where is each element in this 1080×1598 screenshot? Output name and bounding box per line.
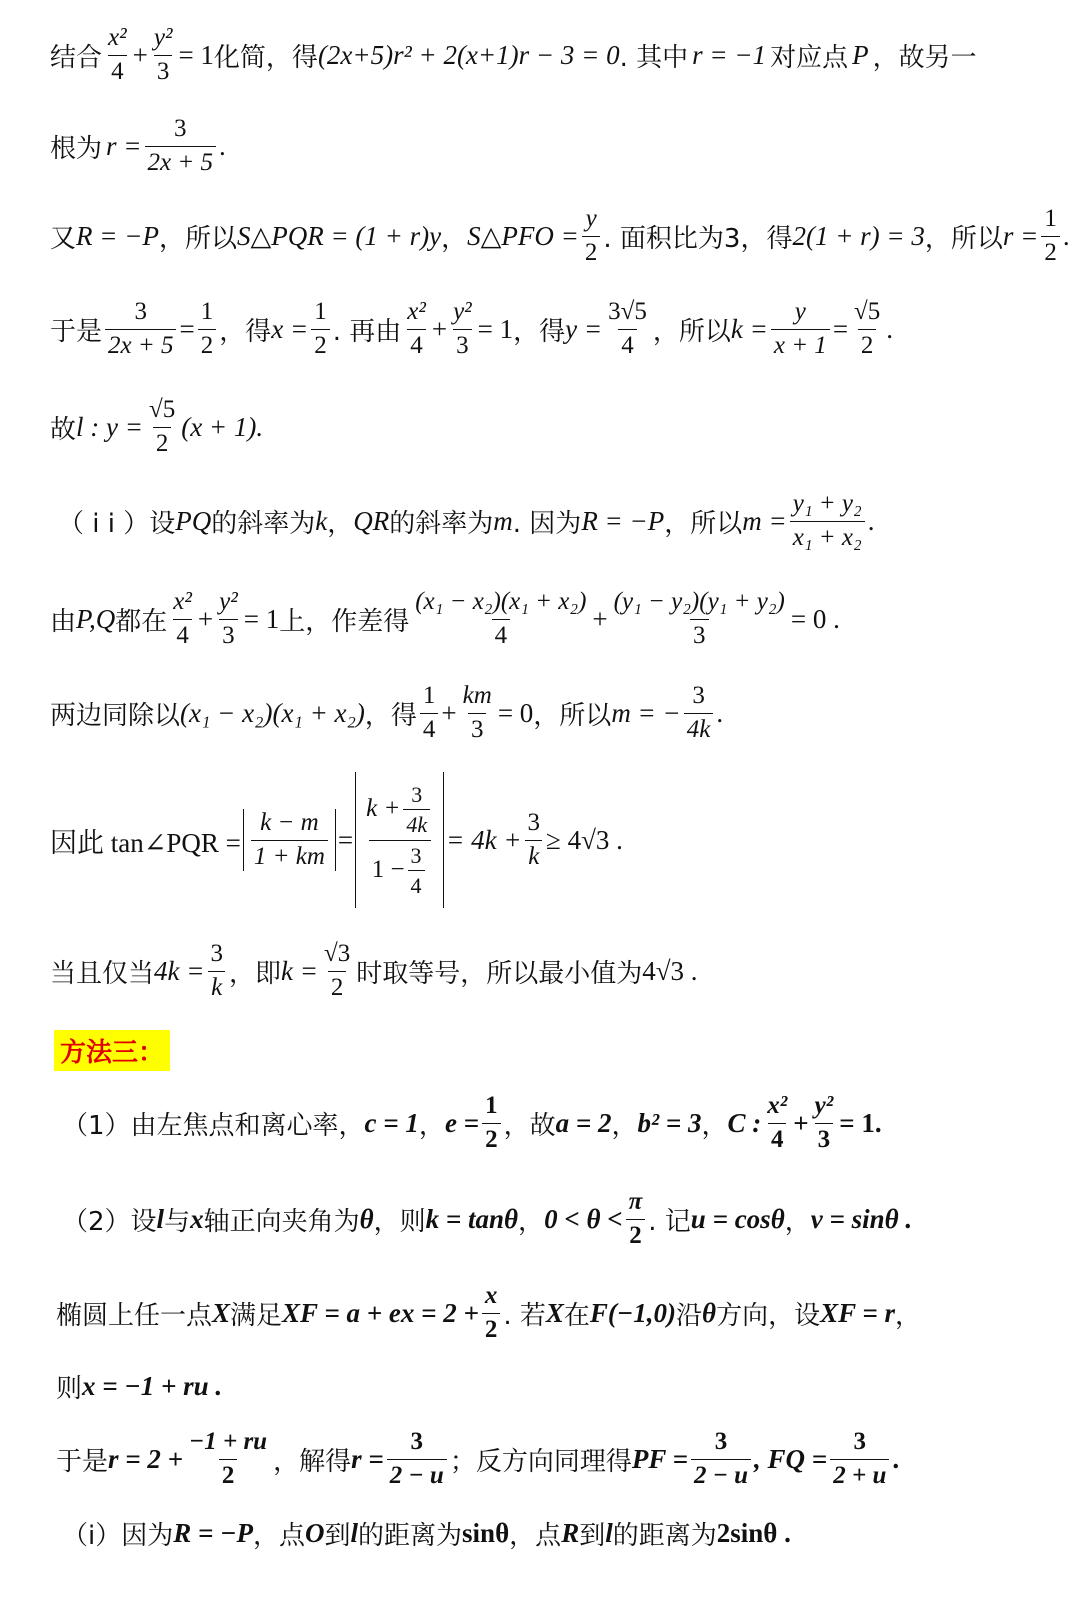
math: r = [106, 130, 142, 161]
math: m [493, 505, 513, 536]
text: 对应点 [770, 42, 849, 73]
text: 到 [324, 1521, 351, 1551]
text: 的斜率为 [211, 508, 316, 539]
text: 于是 [56, 1446, 109, 1477]
text: ，得 [513, 316, 566, 347]
math: l [350, 1518, 359, 1548]
absolute-value: $\frac{k - m}{1 + km}$ [243, 809, 336, 872]
math: + [431, 313, 448, 344]
equation: (2x+5)r² + 2(x+1)r − 3 = 0 [317, 39, 620, 70]
line-12 [50, 1188, 1060, 1251]
text: ，故 [503, 1110, 556, 1141]
math: k = tanθ [425, 1203, 519, 1234]
math: x = −1 + ru . [82, 1371, 223, 1401]
text: . 面积比为3，得 [603, 223, 793, 254]
fraction: $\frac{1}{2}$ [482, 1092, 501, 1155]
fraction: $\frac{3}{2 - u}$ [387, 1428, 447, 1491]
math: XF = r [820, 1297, 896, 1328]
fraction: $\frac{\text{y²}}{3}$ [453, 298, 472, 359]
fraction: $\frac{3}{k}$ [525, 809, 544, 872]
text: ， [784, 1206, 811, 1237]
math: k = [281, 955, 318, 986]
math: (x₁ − x₂)(x₁ + x₂) [180, 697, 365, 728]
line-9 [50, 772, 1060, 908]
text: （2）设 [62, 1206, 157, 1237]
line-4 [50, 298, 1060, 361]
text: 结合 [50, 42, 103, 73]
math: PQ [175, 505, 212, 536]
math: a = 2 [555, 1107, 612, 1138]
text: ， [441, 223, 468, 254]
text: 又 [50, 223, 77, 254]
text: ，即 [228, 958, 281, 989]
text: ，点 [252, 1521, 305, 1551]
text: . 因为 [512, 508, 582, 539]
text: . 若 [503, 1300, 546, 1331]
text: 都在 [115, 606, 168, 637]
line-3 [50, 205, 1070, 268]
math: 4√3 . [642, 955, 698, 986]
punct: . [867, 505, 875, 536]
section-heading: 方法三： [54, 1030, 170, 1071]
fraction: $\frac{1}{2}$ [198, 298, 217, 361]
fraction: $\frac{\text{y²}}{3}$ [219, 588, 238, 649]
math: C : [727, 1107, 762, 1138]
text: 故 [50, 414, 77, 445]
line-2 [50, 115, 1060, 178]
math: k [315, 505, 328, 536]
text: ，故另一 [872, 42, 977, 73]
text: ，所以 [533, 700, 612, 731]
fraction: $\frac{√3}{2}$ [323, 940, 351, 1001]
text: ，点 [509, 1521, 562, 1551]
fraction: $\frac{√5}{2}$ [148, 396, 176, 457]
text: ；反方向同理得 [449, 1446, 632, 1477]
math: P [852, 39, 869, 70]
fraction: $\frac{√5}{2}$ [854, 298, 881, 359]
math: = 0 . [790, 603, 840, 634]
absolute-value: k + $\frac{3}{4k}$ 1 − $\frac{3}{4}$ [355, 772, 444, 908]
math: l [156, 1203, 165, 1234]
fraction: $\frac{3}{2 + u}$ [830, 1428, 889, 1491]
text: 当且仅当 [50, 958, 155, 989]
math: r = 2 + [108, 1443, 184, 1474]
method-heading [54, 1030, 1060, 1071]
punct: . [716, 697, 724, 728]
text: . 其中 [619, 42, 689, 73]
math: = 0 [497, 697, 534, 728]
text: 的距离为 [358, 1521, 463, 1551]
math: R = −P [76, 220, 159, 251]
math: θ [702, 1297, 717, 1328]
text: 到 [579, 1521, 606, 1551]
text: ，得 [219, 316, 272, 347]
math: 2(1 + r) = 3 [792, 220, 925, 251]
text: ， [418, 1110, 445, 1141]
text: ， [611, 1110, 638, 1141]
text: ， [518, 1206, 545, 1237]
math: PF = [631, 1443, 688, 1474]
math: e = [444, 1107, 480, 1138]
punct: . [886, 313, 894, 344]
text: . 再由 [332, 316, 402, 347]
fraction: $\frac{\text{y₁ + y₂}}{\text{x₁ + x₂}}$ [790, 490, 865, 553]
text: 在 [563, 1300, 590, 1331]
fraction: $\frac{\text{x²}}{4}$ [108, 24, 127, 85]
math: + [197, 603, 214, 634]
line-11 [50, 1092, 1060, 1155]
math: = 1 [477, 313, 514, 344]
fraction: $\frac{y}{2}$ [582, 205, 601, 268]
line-7 [50, 588, 1060, 651]
fraction: $\frac{3}{4k}$ [684, 682, 714, 745]
math: R [561, 1518, 580, 1548]
text: ，所以 [924, 223, 1003, 254]
line-15 [50, 1428, 1060, 1491]
math: R = −P [173, 1518, 253, 1548]
text: 两边同除以 [50, 700, 181, 731]
text: ，所以 [158, 223, 237, 254]
math: QR [353, 505, 390, 536]
line-8 [50, 682, 1060, 745]
math: X [212, 1297, 231, 1328]
fraction: $\frac{x}{2}$ [482, 1282, 501, 1345]
math: m = [742, 505, 787, 536]
text: ，所以 [664, 508, 743, 539]
math: = [337, 824, 354, 855]
text: 的斜率为 [389, 508, 494, 539]
text: （1）由左焦点和离心率， [62, 1110, 365, 1141]
math: y = [565, 313, 603, 344]
math: , FQ = [754, 1443, 828, 1474]
math: = [832, 313, 849, 344]
punct: . [892, 1443, 900, 1474]
math: X [545, 1297, 564, 1328]
fraction: $\frac{\text{x²}}{4}$ [173, 588, 192, 649]
text: ，解得 [273, 1446, 352, 1477]
text: ，得 [364, 700, 417, 731]
fraction: $\frac{3}{k}$ [207, 940, 226, 1003]
punct: . [218, 130, 226, 161]
fraction: $\frac{3√5}{4}$ [608, 298, 647, 359]
fraction: $\frac{\text{x²}}{4}$ [767, 1092, 788, 1153]
math: x = [271, 313, 309, 344]
math: P,Q [76, 603, 116, 634]
fraction: $\frac{3}{2x + 5}$ [145, 115, 216, 178]
math: = 1 [243, 603, 280, 634]
line-10 [50, 940, 1060, 1003]
text: 的距离为 [612, 1521, 717, 1551]
math: x [190, 1203, 204, 1234]
math: = 4k + [446, 824, 522, 855]
text: ， [701, 1110, 728, 1141]
text: 轴正向夹角为 [203, 1206, 360, 1237]
math: = [179, 313, 195, 344]
punct: . [1062, 220, 1070, 251]
fraction: $\frac{1}{4}$ [420, 682, 439, 745]
fraction: $\frac{3}{2x + 5}$ [105, 298, 176, 361]
math: S△PQR = (1 + r)y [236, 220, 442, 251]
line-14 [50, 1368, 1060, 1405]
fraction: $\frac{y}{x + 1}$ [771, 298, 830, 361]
text: （ i i ）设 [58, 508, 176, 539]
fraction: $\frac{\text{(x₁ − x₂)(x₁ + x₂)}}{4}$ [415, 588, 587, 649]
line-13 [50, 1282, 1060, 1345]
text: 沿 [676, 1300, 703, 1331]
text: . 记 [648, 1206, 691, 1237]
text: 满足 [230, 1300, 283, 1331]
math: l [605, 1518, 613, 1548]
math: XF = a + ex = 2 + [282, 1297, 479, 1328]
text: ，则 [373, 1206, 426, 1237]
math: = 1. [839, 1107, 882, 1138]
math: 2sinθ . [716, 1518, 791, 1548]
math: c = 1 [364, 1107, 419, 1138]
math: l : y = [76, 411, 143, 442]
text: （i）因为 [62, 1521, 174, 1551]
fraction: $\frac{1}{2}$ [1041, 205, 1060, 268]
math: r = [351, 1443, 384, 1474]
line-6 [50, 490, 1060, 553]
math: 0 < θ < [544, 1203, 623, 1234]
text: 上，作差得 [279, 606, 410, 637]
fraction: $\frac{km}{3}$ [462, 682, 492, 743]
text: ， [327, 508, 354, 539]
text: 于是 [50, 316, 103, 347]
text: 椭圆上任一点 [56, 1300, 213, 1331]
math: ≥ 4√3 . [546, 824, 623, 855]
math: v = sinθ . [810, 1203, 913, 1234]
math: + [793, 1107, 809, 1138]
math: + [441, 697, 457, 728]
fraction: $\frac{\pi}{2}$ [626, 1188, 646, 1251]
fraction: $\frac{-1 + ru}{2}$ [189, 1428, 268, 1489]
math: 4k = [154, 955, 205, 986]
fraction: $\frac{1}{2}$ [311, 298, 330, 361]
text: 时取等号，所以最小值为 [356, 958, 643, 989]
math: θ [359, 1203, 374, 1234]
fraction: $\frac{3}{2 - u}$ [691, 1428, 751, 1491]
fraction: $\frac{\text{(y₁ − y₂)(y₁ + y₂)}}{3}$ [613, 588, 785, 649]
line-1: 结合 $\frac{\text{x²}}{4}$ + $\frac{\text{y²}}{3}$ = 1 化简，得 (2x+5)r² + 2(x+1)r − 3 = 0 . 其中 r = −1 对应点 P ，故另一 [50, 24, 977, 85]
math: sinθ [462, 1518, 510, 1548]
math: O [305, 1518, 325, 1548]
text: 由 [50, 606, 77, 637]
text: ， [895, 1300, 922, 1331]
math: F(−1,0) [589, 1297, 677, 1328]
math: R = −P [581, 505, 665, 536]
text: 与 [164, 1206, 191, 1237]
math: S△PFO = [467, 220, 579, 251]
fraction: $\frac{\text{x²}}{4}$ [407, 298, 426, 359]
fraction: $\frac{\text{y²}}{3}$ [153, 24, 173, 85]
fraction: $\frac{\text{y²}}{3}$ [814, 1092, 834, 1153]
math: + [592, 603, 608, 634]
text: 方向，设 [716, 1300, 821, 1331]
math: k = [730, 313, 768, 344]
text: ，所以 [652, 316, 731, 347]
math: r = [1002, 220, 1039, 251]
line-5 [50, 396, 1060, 459]
math: m = − [611, 697, 681, 728]
math: 因此 tan∠PQR = [50, 827, 241, 858]
math: u = cosθ [690, 1203, 785, 1234]
text: 化简，得 [213, 42, 318, 73]
line-16 [50, 1515, 1060, 1552]
text: 则 [56, 1374, 83, 1404]
math: r = −1 [692, 39, 767, 70]
math: b² = 3 [637, 1107, 702, 1138]
math: (x + 1). [181, 411, 264, 442]
text: 根为 [50, 133, 103, 164]
